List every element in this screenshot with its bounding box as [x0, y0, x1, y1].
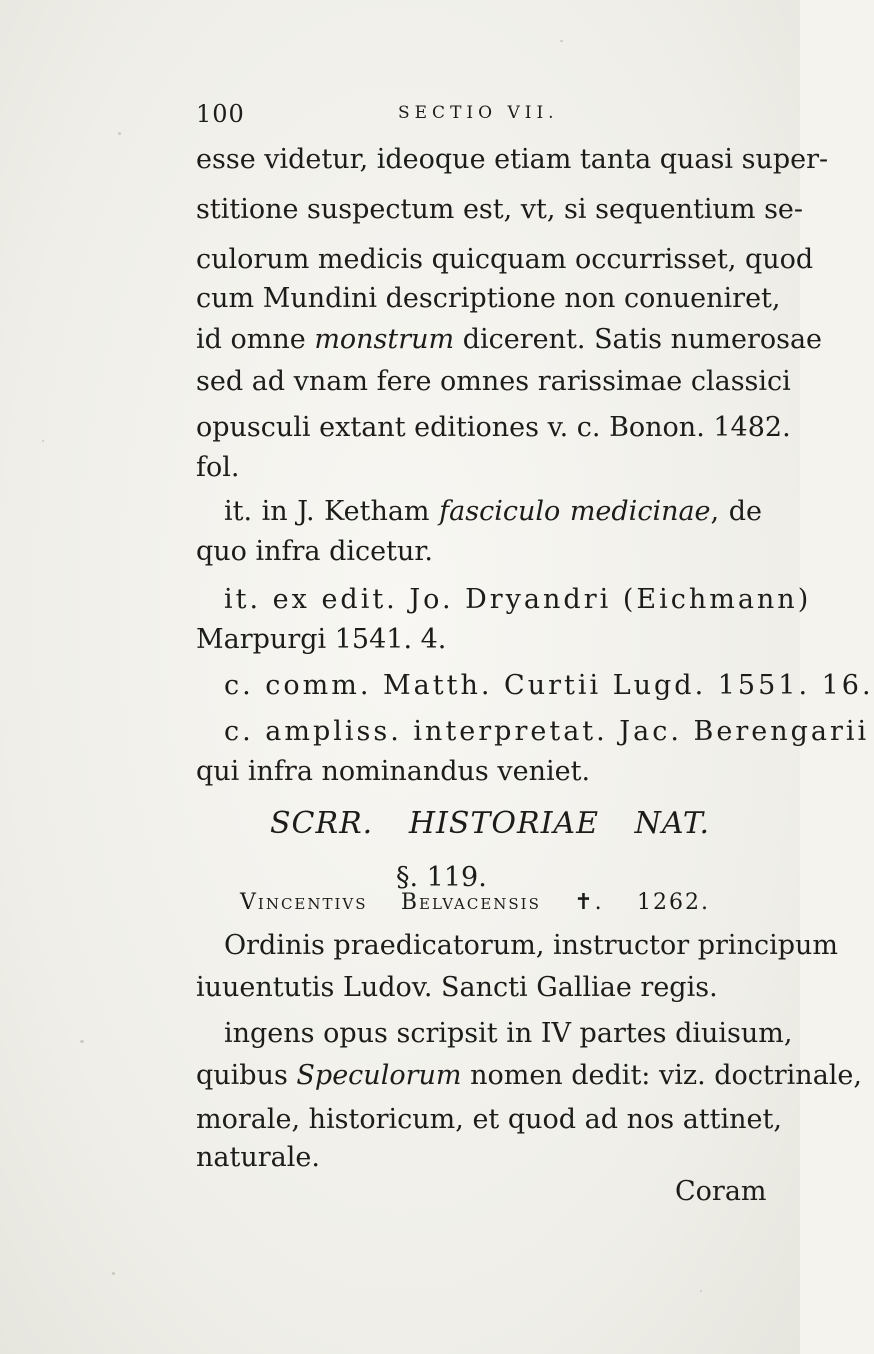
paper-speck — [560, 40, 563, 42]
page-number: 100 — [196, 100, 245, 128]
body-line-3: ingens opus scripsit in IV partes diuisum, — [224, 1018, 793, 1049]
paper-speck — [42, 440, 44, 442]
text-line-8: fol. — [196, 452, 240, 483]
section-heading: SCRR. HISTORIAE NAT. — [270, 806, 710, 841]
text-line-15: qui infra nominandus veniet. — [196, 756, 591, 787]
text-line-3: culorum medicis quicquam occurrisset, quod — [196, 244, 814, 275]
paper-speck — [700, 1290, 702, 1292]
paragraph-number: §. 119. — [396, 862, 487, 893]
paper-speck — [80, 1040, 84, 1043]
text-line-10: quo infra dicetur. — [196, 536, 433, 567]
running-title: SECTIO VII. — [398, 103, 559, 123]
catchword: Coram — [675, 1176, 767, 1207]
body-line-5: morale, historicum, et quod ad nos attinet, — [196, 1104, 782, 1135]
paper-speck — [112, 1272, 115, 1275]
author-heading: Vincentivs Belvacensis ✝. 1262. — [240, 890, 710, 915]
body-line-2: iuuentutis Ludov. Sancti Galliae regis. — [196, 972, 718, 1003]
text-line-5: id omne monstrum dicerent. Satis numerosae — [196, 324, 823, 355]
text-line-12: Marpurgi 1541. 4. — [196, 624, 447, 655]
body-line-1: Ordinis praedicatorum, instructor principum — [224, 930, 838, 961]
text-line-4: cum Mundini descriptione non conueniret, — [196, 283, 781, 314]
text-line-1: esse videtur, ideoque etiam tanta quasi super- — [196, 144, 829, 175]
text-line-11: it. ex edit. Jo. Dryandri (Eichmann) — [224, 584, 812, 615]
text-line-7: opusculi extant editiones v. c. Bonon. 1482. — [196, 412, 791, 443]
text-line-9: it. in J. Ketham fasciculo medicinae, de — [224, 496, 762, 527]
text-line-6: sed ad vnam fere omnes rarissimae classici — [196, 366, 791, 397]
body-line-6: naturale. — [196, 1142, 320, 1173]
text-line-2: stitione suspectum est, vt, si sequentium se- — [196, 194, 804, 225]
text-line-13: c. comm. Matth. Curtii Lugd. 1551. 16. — [224, 670, 874, 701]
paper-speck — [118, 132, 121, 135]
text-line-14: c. ampliss. interpretat. Jac. Berengarii — [224, 716, 870, 747]
body-line-4: quibus Speculorum nomen dedit: viz. doctrinale, — [196, 1060, 862, 1091]
